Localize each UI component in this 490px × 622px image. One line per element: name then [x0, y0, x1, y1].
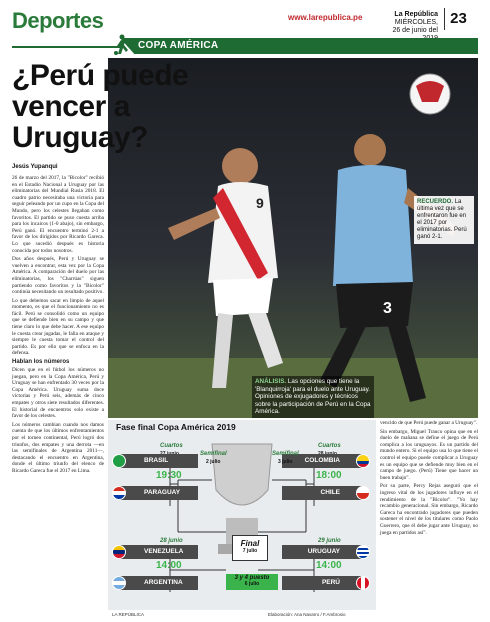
team-name: PERÚ	[321, 579, 340, 586]
team-row	[282, 486, 362, 500]
paragraph: Dicen que en el fútbol los números no juegan, pero en la Copa América, Perú y Uruguay se han enfrentado 30 veces por la Copa América. Uruguay suma doce victorias y Perú seis, además de cinco empates y otros siete resultados diferentes. El historial de encuentros solo existe a favor de los celestes.	[12, 367, 104, 420]
page-header	[0, 0, 490, 36]
quarterfinal-label: Cuartos	[318, 443, 341, 449]
analysis-text: Las opciones que tiene la 'Blanquirroja' para el duelo ante Uruguay. Opiniones de exjugadores y técnicos sobre la participación de Perú en la Copa América.	[255, 378, 371, 415]
analysis-lead: ANÁLISIS.	[255, 378, 287, 385]
caption-text: La última vez que se enfrentaron fue en el 2017 por eliminatorias. Perú ganó 2-1.	[417, 199, 467, 240]
chile-flag-icon	[356, 486, 370, 500]
team-name: CHILE	[320, 489, 340, 496]
page-number: 23	[444, 8, 472, 30]
team-row	[118, 486, 198, 500]
uruguay-flag-icon	[356, 545, 370, 559]
team-name: URUGUAY	[307, 548, 340, 555]
peru-flag-icon	[356, 576, 370, 590]
match-time: 14:00	[316, 560, 342, 571]
website-url[interactable]: www.larepublica.pe	[288, 13, 363, 22]
semifinal-label: Semifinal	[272, 451, 299, 457]
colombia-flag-icon	[356, 454, 370, 468]
paragraph: Por su parte, Percy Rejas aseguró que el ingreso vital de los jugadores influye en el rendimiento de la "Bicolor". "Yo hay recambio generacional. Sin embargo, Ricardo Gareca ha encontrado jugadores que pueden sostener el nivel de los titulares como Paolo Guerrero, que él debe jugar ante Uruguay, no juega en partidos así".	[380, 483, 478, 536]
match-time: 14:00	[156, 560, 182, 571]
third-place-box	[226, 574, 278, 590]
team-row	[282, 545, 362, 559]
semifinal-date: 3 julio	[278, 459, 293, 465]
paragraph: Sin embargo, Miguel Trauco opina que en el duelo de mañana se define el juego de Perú complica a los uruguayos. Es un partido del mundo entero. Si el equipo usa lo que tiene el control el equipo puede complicar a Uruguay es un equipo que se defiende muy bien en el campo de juego. (Perú) Tiene que hacer un buen trabajo".	[380, 428, 478, 481]
match-date: 28 junio	[160, 538, 183, 544]
soccer-ball	[410, 74, 450, 114]
team-name: BRASIL	[144, 457, 169, 464]
svg-text:9: 9	[256, 195, 264, 211]
final-box	[232, 535, 268, 561]
svg-text:3: 3	[383, 300, 392, 317]
soccer-player-icon	[112, 34, 130, 56]
photo-caption-sidebar	[414, 196, 474, 244]
match-time: 19:30	[156, 470, 182, 481]
section-rule	[12, 46, 122, 48]
third-place-label: 3 y 4 puesto	[234, 575, 270, 581]
weekday: MIÉRCOLES,	[394, 19, 438, 26]
band-label: COPA AMÉRICA	[138, 40, 219, 51]
paraguay-flag-icon	[112, 486, 126, 500]
third-place-date: 6 julio	[244, 581, 260, 587]
final-date: 7 julio	[242, 548, 258, 554]
caption-lead: RECUERDO.	[417, 199, 454, 205]
headline: ¿Perú puede vencer a Uruguay?	[12, 59, 189, 154]
argentina-flag-icon	[112, 576, 126, 590]
author-byline: Jesús Yupanqui	[12, 164, 58, 170]
team-row	[282, 576, 362, 590]
paragraph: vencido de que Perú puede ganar a Uruguay".	[380, 420, 478, 426]
match-date: 29 junio	[318, 538, 341, 544]
paragraph: Lo que debemos sacar en limpio de aquel momento, es que el funcionamiento no es fácil. Perú se consolidó como un equipo que se defiende bien en su campo y que tiene claro lo que debe hacer. A ese equipo le cuesta crear jugadas, le falla en ataque y siempre le cuesta tomar el control del partido. Es por ello que se enfoca en la defensa.	[12, 297, 104, 357]
venezuela-flag-icon	[112, 545, 126, 559]
paragraph: 26 de marzo del 2017, la "Bicolor" recibió en el Estadio Nacional a Uruguay por las eliminatorias del Mundial Rusia 2018. El cuadro patrio necesitaba una victoria para seguir peleando por un cupo en la Copa del Mundo, pero los celestes llegaban como favoritos. El partido se puso cuesta arriba para los incaicos (1-0 abajo), sin embargo, Perú ganó. El encuentro terminó 2-1 a favor de los dirigidos por Ricardo Gareca. Lo que sucedió después es historia conocida por todos nosotros.	[12, 175, 104, 254]
team-row	[118, 545, 198, 559]
brazil-flag-icon	[112, 454, 126, 468]
graphic-credit: Elaboración: Ana Navarro / F.Ambrosio	[268, 612, 346, 617]
match-time: 18:00	[316, 470, 342, 481]
final-label: Final	[240, 539, 260, 548]
publication-name: La República	[394, 11, 438, 18]
team-name: ARGENTINA	[144, 579, 183, 586]
footer-brand: LA REPÚBLICA	[112, 612, 145, 617]
analysis-caption	[252, 376, 374, 418]
semifinal-date: 2 julio	[206, 459, 221, 465]
team-name: COLOMBIA	[304, 457, 340, 464]
team-row	[118, 454, 198, 468]
quarterfinal-label: Cuartos	[160, 443, 183, 449]
paragraph: Los números cambian cuando nos damos cuenta de que los últimos enfrentamientos por el torneo continental, Perú logró dos triunfos, dos empates y una derrota —en las semifinales de Argentina 2011—, destacando el encuentro en Argentina, donde el último triunfo del elenco de Ricardo Gareca fue el 2017 en Lima.	[12, 421, 104, 474]
team-row	[118, 576, 198, 590]
issue-date: 26 de junio del	[392, 27, 438, 34]
paragraph: Dos años después, Perú y Uruguay se vuelven a encontrar, esta vez por la Copa América. A comparación del duelo por las eliminatorias, los "Charrúas" siguen partiendo como favoritos y la "Bicolor" continúa necesitando un resultado positivo.	[12, 256, 104, 296]
team-name: PARAGUAY	[144, 489, 181, 496]
team-name: VENEZUELA	[144, 548, 184, 555]
subheading: Hablan los números	[12, 359, 70, 366]
article-body-col2	[380, 420, 478, 536]
fixture-title: Fase final Copa América 2019	[116, 422, 236, 432]
article-body-col1	[12, 175, 104, 477]
semifinal-label: Semifinal	[200, 451, 227, 457]
section-title: Deportes	[12, 8, 104, 33]
